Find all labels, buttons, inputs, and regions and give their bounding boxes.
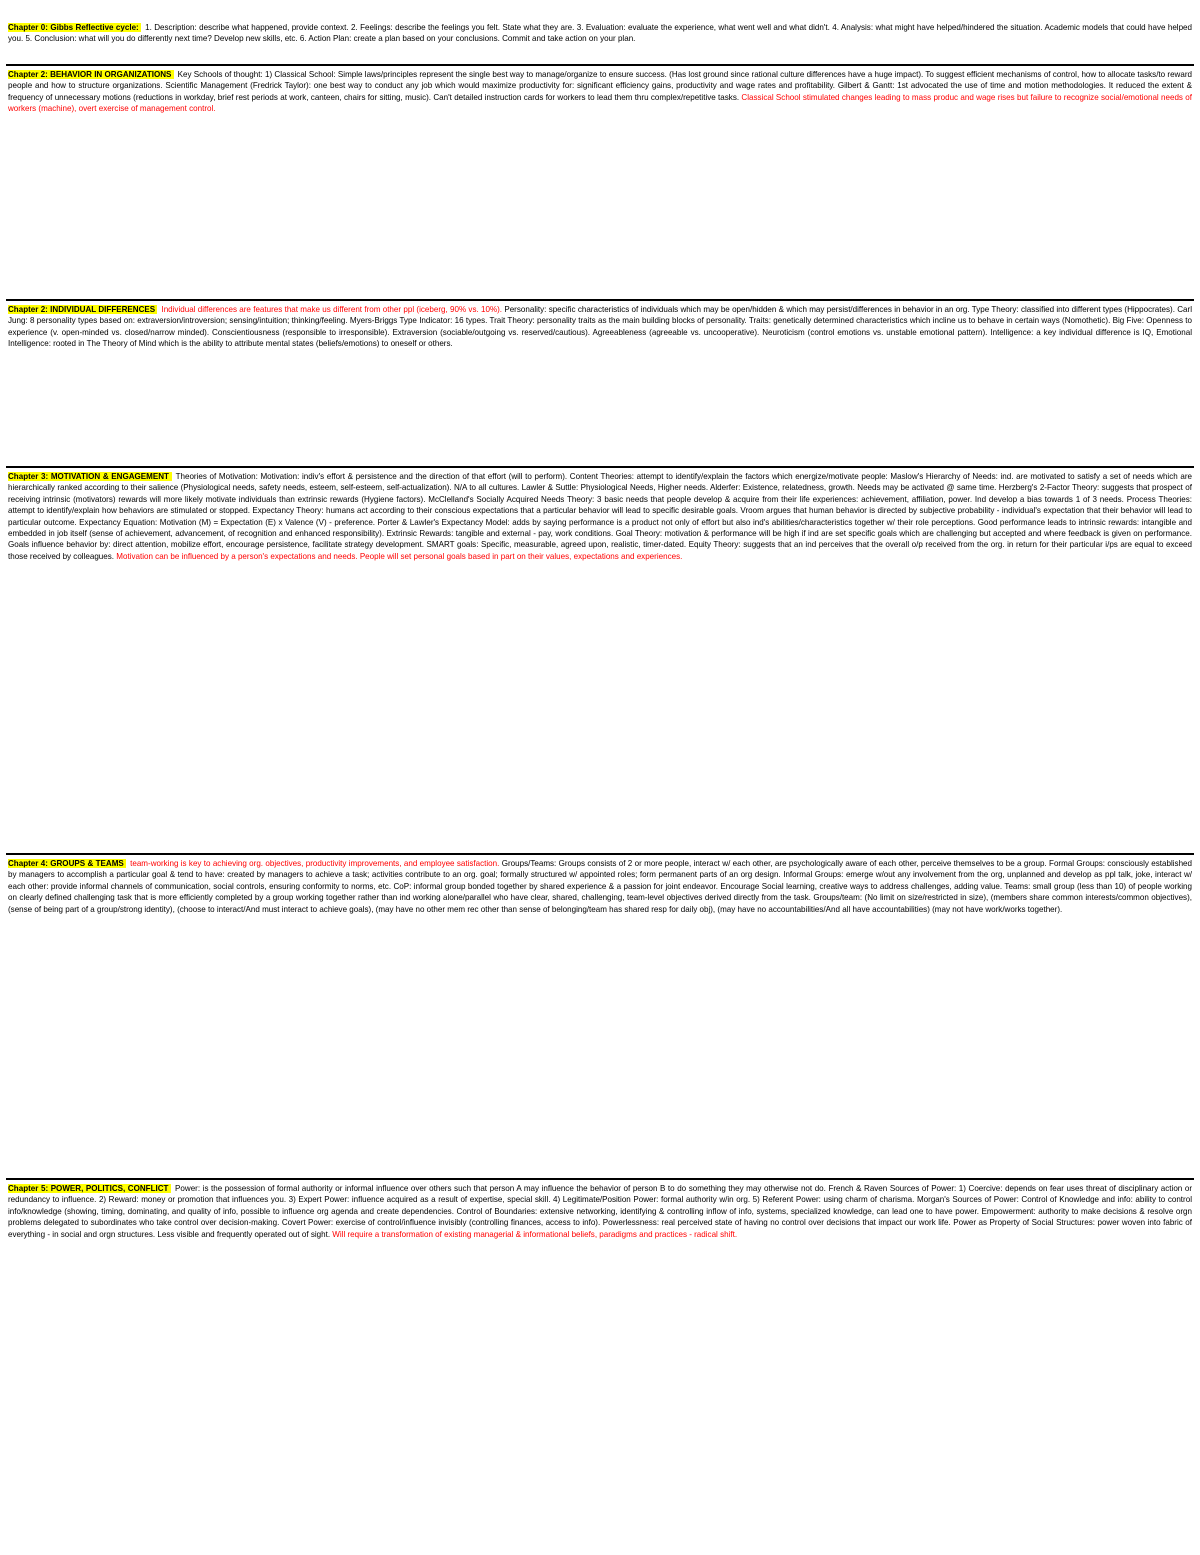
- section-motivation-engagement: [6, 466, 1194, 853]
- section-text: Key Schools of thought: 1) Classical School: Simple laws/principles represent the single best way to manage/organize to ensure success. (Has lost ground since rational culture differences have a huge impact). To suggest efficient mechanisms of control, how to allocate tasks/to reward people and how to structure organizations. Scientific Management (Fredrick Taylor): one best way to conduct any job which would maximize productivity for: significant efficiency gains, productivity and wage rates and profitability. Gilbert & Gantt: 1st advocated the use of time and motion methodologies. It reduced the extent & frequency of unnecessary motions (reductions in workday, brief rest periods at work, canteen, chairs for sitting, music). Can't detailed instruction cards for workers to lead them thru complex/repetitive tasks.: [8, 70, 1192, 102]
- section-title: Chapter 5: POWER, POLITICS, CONFLICT: [8, 1184, 172, 1193]
- section-highlight: Individual differences are features that make us different from other ppl (iceberg, 90% vs. 10%).: [161, 305, 505, 314]
- section-text: Theories of Motivation: Motivation: indiv's effort & persistence and the direction of that effort (will to perform). Content Theories: attempt to identify/explain the factors which energize/motivate people: Maslow's Hierarchy of Needs: ind. are motivated to satisfy a set of needs which are hierarchically ranked according to their salience (Physiological needs, safety needs, esteem, self-esteem, self-actualization). N/A to all cultures. Lawler & Suttle: Physiological Needs, Higher needs. Alderfer: Existence, relatedness, growth. Needs may be activated @ same time. Herzberg's 2-Factor Theory: suggests that prospect of receiving intrinsic (motivators) rewards will more likely motivate individuals than extrinsic rewards (Hygiene factors). McClelland's Socially Acquired Needs Theory: 3 basic needs that people develop & acquire from their life experiences: achievement, affiliation, power. Ind develop a bias towards 1 of 3 needs. Process Theories: attempt to identify/explain how behaviors are stimulated or stopped. Expectancy Theory: humans act according to their conscious expectations that a particular behavior will lead to specific desirable goals. Vroom argues that human behavior is directed by subjective probability - individual's expectation that their behavior will lead to particular outcome. Expectancy Equation: Motivation (M) = Expectation (E) x Valence (V) - preference. Porter & Lawler's Expectancy Model: adds by saying performance is a product not only of effort but also ind's abilities/characteristics together w/ their role perceptions. Good performance leads to intrinsic rewards: intangible and embedded in job itself (sense of achievement, advancement, of recognition and enhanced responsibility). Extrinsic Rewards: tangible and external - pay, work conditions. Goal Theory: motivation & performance will be high if ind are set specific goals which are challenging but accepted and where feedback is given on performance. Goals influence behavior by: direct attention, mobilize effort, encourage persistence, facilitate strategy development. SMART goals: Specific, measurable, agreed upon, realistic, timer-dated. Equity Theory: suggests that an ind perceives that the overall o/p received from the org. in return for their particular i/ps are equal to exceed those received by colleagues.: [8, 472, 1192, 561]
- section-title: Chapter 3: MOTIVATION & ENGAGEMENT: [8, 472, 172, 481]
- section-text: 1. Description: describe what happened, provide context. 2. Feelings: describe the feelings you felt. State what they are. 3. Evaluation: evaluate the experience, what went well and what didn't. 4. Analysis: what might have helped/hindered the situation. Academic models that could have helped you. 5. Conclusion: what will you do differently next time? Develop new skills, etc. 6. Action Plan: create a plan based on your conclusions. Commit and take action on your plan.: [8, 23, 1193, 44]
- section-highlight: Motivation can be influenced by a person's expectations and needs. People will set personal goals based in part on their values, expectations and experiences.: [116, 551, 683, 561]
- section-highlight: Will require a transformation of existing managerial & informational beliefs, paradigms and practices - radical shift.: [332, 1229, 738, 1239]
- section-title: Chapter 2: BEHAVIOR IN ORGANIZATIONS: [8, 70, 174, 79]
- section-behavior-in-organizations: [6, 64, 1194, 299]
- section-power-politics-conflict: [6, 1178, 1194, 1555]
- section-groups-teams: [6, 853, 1194, 1178]
- section-text: Groups/Teams: Groups consists of 2 or more people, interact w/ each other, are psychologically aware of each other, perceive themselves to be a group. Formal Groups: consciously established by managers to accomplish a particular goal & tend to have: created by managers to achieve a task; activities contribute to an org. goal; formally structured w/ appointed roles; form permanent parts of an org design. Informal Groups: emerge w/out any involvement from the org, unplanned and develop as ppl talk, joke, interact w/ each other: provide informal channels of communication, social controls, ensuring conformity to norms, etc. CoP: informal group bonded together by shared experience & a passion for joint endeavor. Encourage Social learning, creative ways to address challenges, adding value. Teams: small group (less than 10) of people working on clearly defined challenging task that is more efficiently completed by a group working together rather than ind working alone/parallel who have clear, shared, challenging, team-level objectives derived directly from the task. Groups/team: (No limit on size/restricted in size), (members share common interests/common objectives), (sense of being part of a group/strong identity), (choose to interact/And must interact to achieve goals), (may have no other mem rec other than sense of belonging/team has shared resp for daily obj), (may have no accountabilities/And all have accountabilities) (may not have work/works together).: [8, 859, 1193, 914]
- section-highlight: team-working is key to achieving org. objectives, productivity improvements, and employee satisfaction.: [130, 859, 502, 868]
- section-title: Chapter 2: INDIVIDUAL DIFFERENCES: [8, 305, 158, 314]
- section-text: Personality: specific characteristics of individuals which may be open/hidden & which may persist/differences in behavior in an org. Type Theory: classified into different types (Hippocrates). Carl Jung: 8 personality types based on: extraversion/introversion; sensing/intuition; thinking/feeling. Myers-Briggs Type Indicator: 16 types. Trait Theory: personality traits as the main building blocks of personality. Traits: genetically determined characteristics which incline us to behave in certain ways (Nomothetic). Big Five: Openness to experience (v. open-minded vs. closed/narrow minded). Conscientiousness (responsible to irresponsible). Extraversion (sociable/outgoing vs. reserved/cautious). Agreeableness (agreeable vs. uncooperative). Neuroticism (control emotions vs. unstable emotional pattern). Intelligence: a key individual difference is IQ, Emotional Intelligence: rooted in The Theory of Mind which is the ability to attribute mental states (beliefs/emotions) to oneself or others.: [8, 305, 1192, 349]
- section-gibbs-cycle: [6, 22, 1194, 64]
- section-highlight: Classical School stimulated changes leading to mass produc and wage rises but failure to recognize social/emotional needs of workers (machine), overt exercise of management control.: [8, 92, 1192, 114]
- section-title: Chapter 4: GROUPS & TEAMS: [8, 859, 127, 868]
- section-individual-differences: [6, 299, 1194, 466]
- section-text: Power: is the possession of formal authority or informal influence over others such that person A may influence the behavior of person B to do something they may otherwise not do. French & Raven Sources of Power: 1) Coercive: depends on fear uses threat of disciplinary action or redundancy to influence. 2) Reward: money or promotion that influences you. 3) Expert Power: influence acquired as a result of expertise, special skill. 4) Legitimate/Position Power: formal authority w/in org. 5) Referent Power: using charm of charisma. Morgan's Sources of Power: Control of Knowledge and info: ability to control info/knowledge (showing, timing, dominating, and quality of info, possible to influence org agenda and create dependencies. Control of Boundaries: extensive networking, identifying & controlling inflow of info, systems, specialized knowledge, can lead one to have power. Empowerment: authority to make decisions & resolve orgn problems delegated to subordinates who take control over decision-making. Covert Power: exercise of control/influence invisibly (controlling finances, access to info). Powerlessness: real perceived state of having no control over decisions that impact our work life. Power as Property of Social Structures: power woven into fabric of everything - in social and orgn structures. Less visible and frequently operated out of sight.: [8, 1184, 1192, 1239]
- section-title: Chapter 0: Gibbs Reflective cycle:: [8, 23, 142, 32]
